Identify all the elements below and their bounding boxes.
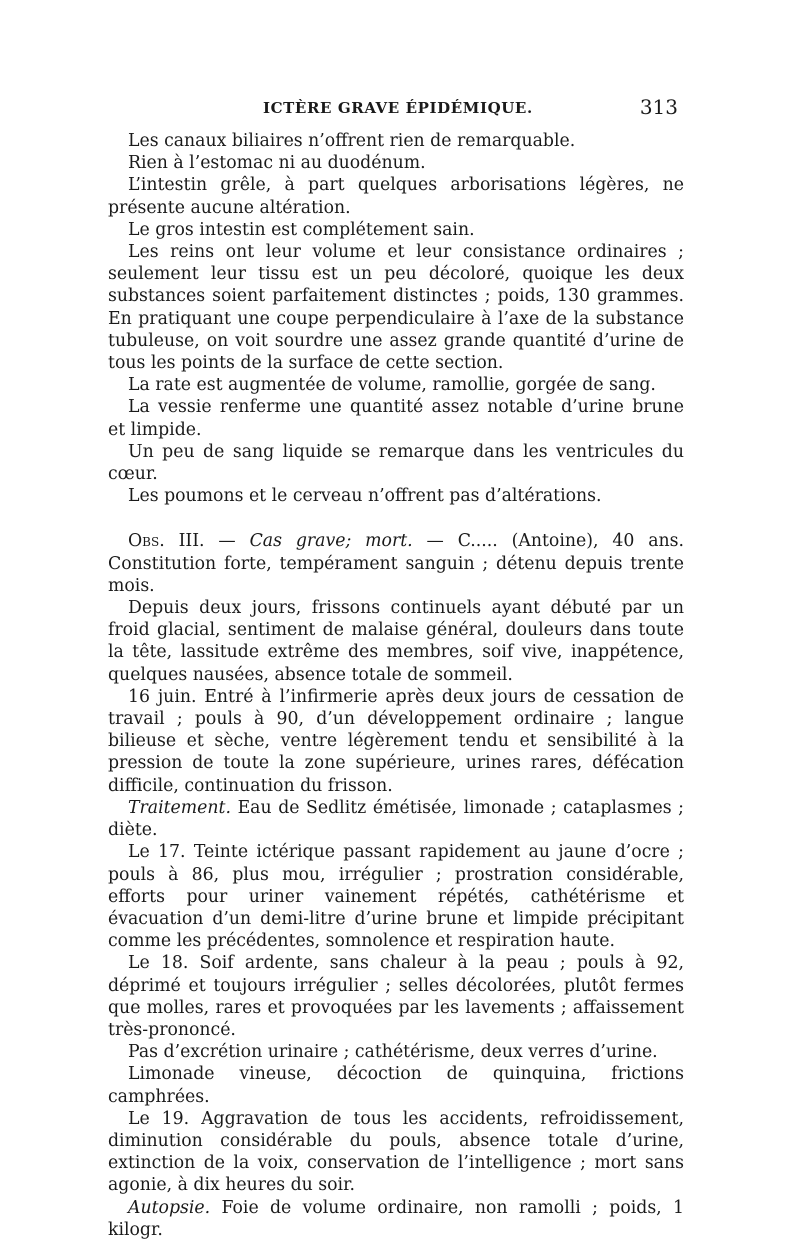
autopsy-text: Foie de volume ordinaire, non ramolli ; poids, 1 kilogr. xyxy=(108,1197,684,1240)
paragraph: Pas d’excrétion urinaire ; cathétérisme, deux verres d’urine. xyxy=(128,1042,658,1063)
paragraph: Le 19. Aggravation de tous les accidents, refroidissement, diminution considérable du pouls, absence totale d’urine, extinction de la voix, conservation de l’intelligence ; mort sans agonie, à dix heures du soir. xyxy=(108,1108,684,1196)
obs-description: C..... (Antoine), 40 ans. Constitution forte, tempérament sanguin ; détenu depuis trente mois. xyxy=(108,531,684,596)
paragraph: Les canaux biliaires n’offrent rien de remarquable. xyxy=(128,131,576,151)
obs-dash: — xyxy=(412,531,458,552)
paragraph: La rate est augmentée de volume, ramollie, gorgée de sang. xyxy=(128,375,656,396)
page-header xyxy=(108,97,688,123)
treatment-label: Traitement. xyxy=(128,797,231,818)
paragraph: Limonade vineuse, décoction de quinquina, frictions camphrées. xyxy=(108,1064,684,1107)
paragraph: La vessie renferme une quantité assez notable d’urine brune et limpide. xyxy=(108,397,684,440)
autopsy-label: Autopsie. xyxy=(128,1197,211,1218)
paragraph: Les poumons et le cerveau n’offrent pas d’altérations. xyxy=(128,486,602,507)
paragraph: Le gros intestin est complétement sain. xyxy=(128,219,475,240)
paragraph: Le 18. Soif ardente, sans chaleur à la peau ; pouls à 92, déprimé et toujours irrégulier ; selles décolorées, plutôt fermes que molles, rares et provoquées par les lavements ; affaissement très-prononcé. xyxy=(108,953,684,1040)
paragraph: L’intestin grêle, à part quelques arborisations légères, ne présente aucune altération. xyxy=(108,175,684,218)
obs-label: Obs. III. xyxy=(128,531,205,552)
running-title: ICTÈRE GRAVE ÉPIDÉMIQUE. xyxy=(263,99,533,117)
paragraph: 16 juin. Entré à l’infirmerie après deux jours de cessation de travail ; pouls à 90, d’un développement ordinaire ; langue bilieuse et sèche, ventre légèrement tendu et sensibilité à la pression de toute la zone supérieure, urines rares, défécation difficile, continuation du frisson. xyxy=(108,686,684,796)
treatment-paragraph xyxy=(108,797,684,841)
paragraph: Rien à l’estomac ni au duodénum. xyxy=(128,153,426,174)
paragraph: Depuis deux jours, frissons continuels ayant débuté par un froid glacial, sentiment de malaise général, douleurs dans toute la tête, lassitude extrême des membres, soif vive, inappétence, quelques nausées, absence totale de sommeil. xyxy=(108,598,684,685)
page-number: 313 xyxy=(639,95,678,119)
obs-dash: — xyxy=(204,531,250,552)
observation-heading xyxy=(108,530,684,597)
treatment-text: Eau de Sedlitz émétisée, limonade ; cataplasmes ; diète. xyxy=(108,797,684,841)
autopsy-paragraph xyxy=(108,1197,684,1241)
paragraph: Les reins ont leur volume et leur consistance ordinaires ; seulement leur tissu est un peu décoloré, quoique les deux substances soient parfaitement distinctes ; poids, 130 grammes. En pratiquant une coupe perpendiculaire à l’axe de la substance tubuleuse, on voit sourdre une assez grande quantité d’urine de tous les points de la surface de cette section. xyxy=(108,242,684,374)
page-body xyxy=(108,130,684,1241)
paragraph: Le 17. Teinte ictérique passant rapidement au jaune d’ocre ; pouls à 86, plus mou, irrégulier ; prostration considérable, efforts pour uriner vainement répétés, cathétérisme et évacuation d’un demi-litre d’urine brune et limpide précipitant comme les précédentes, somnolence et respiration haute. xyxy=(108,842,684,952)
paragraph: Un peu de sang liquide se remarque dans les ventricules du cœur. xyxy=(108,441,684,485)
section-gap xyxy=(108,507,684,530)
obs-case-type: Cas grave; mort. xyxy=(249,531,413,552)
